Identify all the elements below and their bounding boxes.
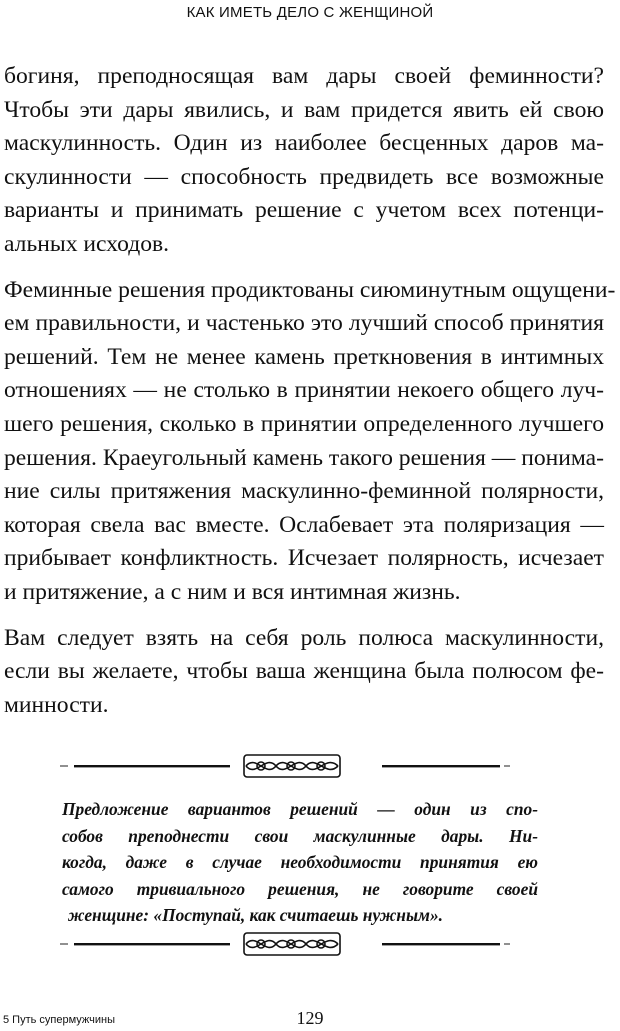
quote-line: женщине: «Поступай, как считаешь нужным». <box>68 905 443 925</box>
text-line: Чтобы эти дары явились, и вам придется явить ей свою <box>4 96 604 123</box>
ornament-divider-top <box>60 752 510 784</box>
text-line: минности. <box>4 691 109 718</box>
celtic-knot-icon <box>60 752 510 784</box>
pull-quote <box>62 796 538 929</box>
quote-line: когда, даже в случае необходимости принятия ею <box>62 852 538 872</box>
text-line: отношениях — не столько в принятии некоего общего луч- <box>4 377 604 404</box>
text-line: шего решения, сколько в принятии определенного лучшего <box>4 410 604 437</box>
text-line: решения. Краеугольный камень такого решения — понима- <box>4 444 604 471</box>
quote-line: самого тривиального решения, не говорите своей <box>62 878 538 899</box>
text-line: прибывает конфликтность. Исчезает полярность, исчезает <box>4 545 604 572</box>
text-line: альных исходов. <box>4 230 170 257</box>
body-text <box>4 60 616 722</box>
text-line: если вы желаете, чтобы ваша женщина была полюсом фе- <box>4 658 604 685</box>
text-line: которая свела вас вместе. Ослабевает эта поляризация — <box>4 511 604 538</box>
paragraph <box>4 274 616 610</box>
text-line: решений. Тем не менее камень преткновения в интимных <box>4 343 604 370</box>
text-line: скулинности — способность предвидеть все возможные <box>4 163 604 190</box>
text-line: богиня, преподносящая вам дары своей феминности? <box>4 63 604 89</box>
quote-line: собов преподнести свои маскулинные дары. Ни- <box>62 825 538 846</box>
paragraph <box>4 60 604 262</box>
ornament-divider-bottom <box>60 928 510 960</box>
text-line: Феминные решения продиктованы сиюминутным ощущени- <box>4 276 616 303</box>
footer-source-label: 5 Путь супермужчины <box>3 1014 115 1026</box>
quote-line: Предложение вариантов решений — один из спо- <box>62 799 538 819</box>
text-line: варианты и принимать решение с учетом всех потенци- <box>4 197 604 224</box>
running-header: КАК ИМЕТЬ ДЕЛО С ЖЕНЩИНОЙ <box>186 4 434 21</box>
page-number: 129 <box>296 1008 324 1028</box>
text-line: маскулинность. Один из наиболее бесценных даров ма- <box>4 130 604 157</box>
paragraph <box>4 622 604 723</box>
text-line: ние силы притяжения маскулинно-феминной полярности, <box>4 478 604 505</box>
text-line: ем правильности, и частенько это лучший способ принятия <box>4 310 604 337</box>
celtic-knot-icon <box>60 928 510 960</box>
text-line: и притяжение, а с ним и вся интимная жизнь. <box>4 578 461 605</box>
text-line: Вам следует взять на себя роль полюса маскулинности, <box>4 624 604 651</box>
